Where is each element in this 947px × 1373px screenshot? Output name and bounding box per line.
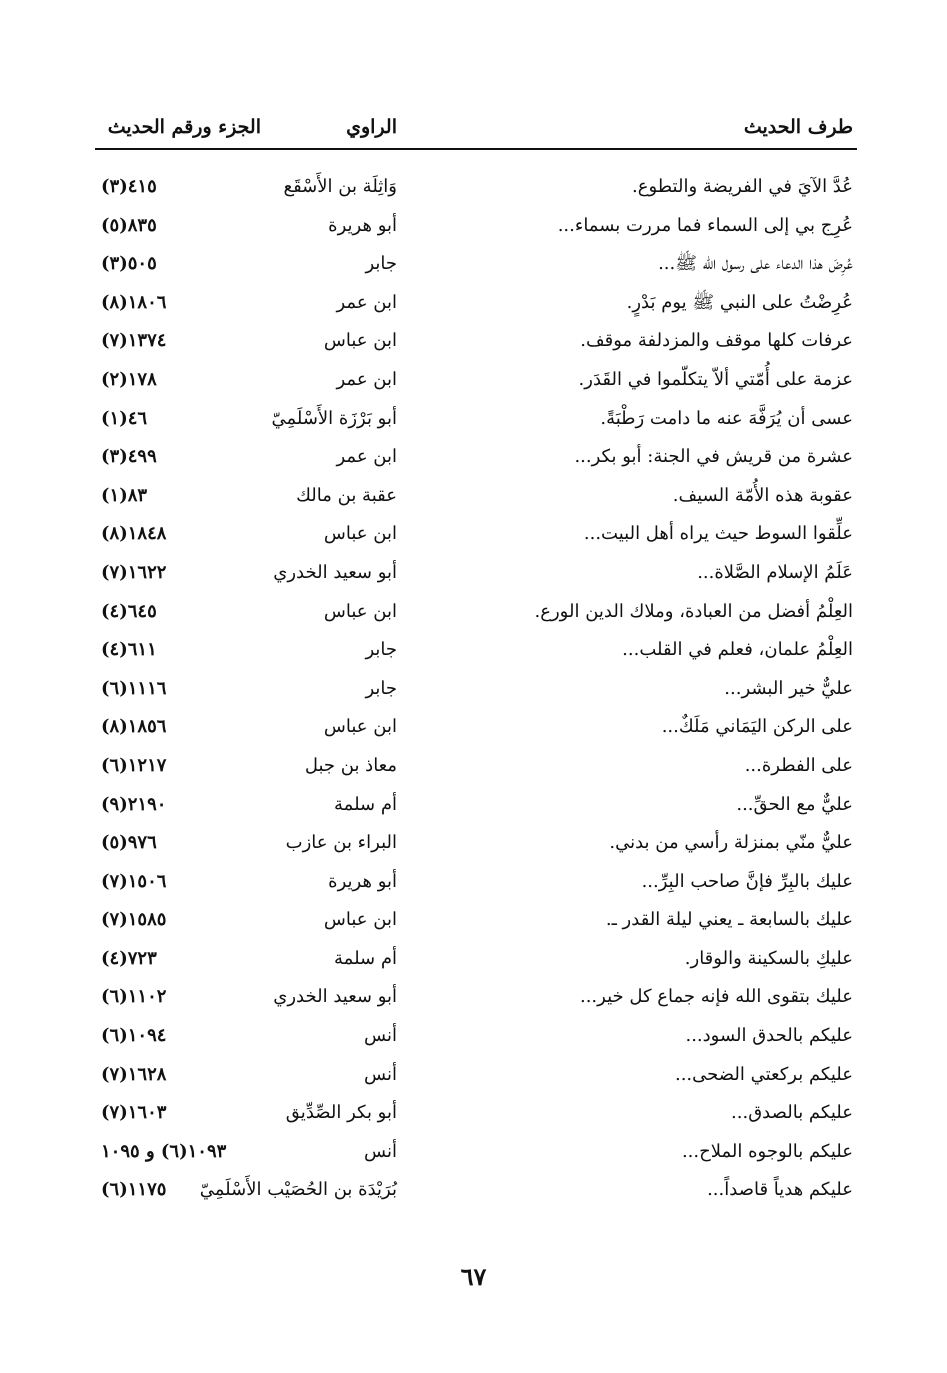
hadith-reference: ٨٣٥(٥)	[101, 214, 157, 236]
hadith-text: عليك بالسابعة ـ يعني ليلة القدر ـ.	[605, 909, 853, 931]
table-row	[95, 438, 855, 477]
hadith-reference: ١٠٩٤(٦)	[101, 1025, 167, 1047]
hadith-reference: ٤٦(١)	[101, 407, 148, 429]
narrator-name: أبو سعيد الخدري	[273, 561, 397, 583]
header-rule	[95, 148, 857, 150]
hadith-text: عُرِج بي إلى السماء فما مررت بسماء...	[557, 214, 853, 236]
hadith-reference: ١٥٠٦(٧)	[101, 870, 167, 892]
table-row	[95, 361, 855, 400]
narrator-name: أبو هريرة	[328, 214, 397, 236]
hadith-reference: ٩٧٦(٥)	[101, 832, 157, 854]
narrator-name: معاذ بن جبل	[304, 754, 397, 776]
narrator-name: ابن عمر	[336, 368, 397, 390]
hadith-text: علِّقوا السوط حيث يراه أهل البيت...	[583, 523, 853, 545]
hadith-text: عليٌّ منّي بمنزلة رأسي من بدني.	[609, 832, 853, 854]
hadith-text: عليكم بركعتي الضحى...	[674, 1063, 853, 1085]
table-row	[95, 1094, 855, 1133]
hadith-text: عشرة من قريش في الجنة: أبو بكر...	[574, 446, 853, 468]
hadith-reference: ١٨٠٦(٨)	[101, 291, 167, 313]
narrator-name: ابن عباس	[323, 909, 397, 931]
table-row	[95, 747, 855, 786]
hadith-reference: ١١٧٥(٦)	[101, 1179, 167, 1201]
hadith-reference: ١٠٩٣(٦) و ١٠٩٥	[101, 1140, 227, 1162]
hadith-reference: ٤١٥(٣)	[101, 176, 157, 197]
hadith-reference: ١٣٧٤(٧)	[101, 330, 167, 352]
narrator-name: أبو سعيد الخدري	[273, 986, 397, 1008]
hadith-text: عليٌّ مع الحقِّ...	[736, 793, 853, 815]
page-number: ٦٧	[460, 1262, 487, 1291]
table-row	[95, 940, 855, 979]
table-row	[95, 708, 855, 747]
hadith-reference: ١٨٥٦(٨)	[101, 716, 167, 738]
narrator-name: أم سلمة	[334, 947, 397, 969]
table-row	[95, 670, 855, 709]
narrator-name: أبو هريرة	[328, 870, 397, 892]
hadith-index-table	[95, 168, 855, 1210]
narrator-name: أنس	[364, 1140, 397, 1162]
hadith-text: عسى أن يُرَفَّهَ عنه ما دامت رَطْبَةً.	[600, 407, 853, 429]
hadith-text: عُدَّ الآيَ في الفريضة والتطوع.	[632, 176, 853, 197]
table-row	[95, 168, 855, 207]
table-row	[95, 207, 855, 246]
hadith-text: على الفطرة...	[744, 754, 853, 776]
narrator-name: ابن عمر	[336, 291, 397, 313]
hadith-reference: ٨٣(١)	[101, 484, 148, 506]
table-row	[95, 593, 855, 632]
hadith-reference: ١١٠٢(٦)	[101, 986, 167, 1008]
table-row	[95, 631, 855, 670]
hadith-reference: ١٦٠٣(٧)	[101, 1102, 167, 1124]
narrator-name: أنس	[364, 1063, 397, 1085]
table-row	[95, 322, 855, 361]
table-row	[95, 1017, 855, 1056]
hadith-reference: ٥٠٥(٣)	[101, 253, 157, 275]
table-row	[95, 245, 855, 284]
table-row	[95, 400, 855, 439]
table-row	[95, 863, 855, 902]
hadith-reference: ١٥٨٥(٧)	[101, 909, 167, 931]
header-reference: الجزء ورقم الحديث	[107, 116, 261, 138]
hadith-text: عليكِ بالسكينة والوقار.	[684, 947, 853, 969]
hadith-text: عليٌّ خير البشر...	[724, 677, 853, 699]
hadith-reference: ١٦٢٢(٧)	[101, 561, 167, 583]
hadith-text: عقوبة هذه الأُمّة السيف.	[672, 484, 853, 506]
hadith-text: العِلْمُ علمان، فعلم في القلب...	[622, 639, 853, 661]
narrator-name: ابن عباس	[323, 600, 397, 622]
table-row	[95, 1056, 855, 1095]
narrator-name: عقبة بن مالك	[296, 484, 397, 506]
hadith-reference: ٢١٩٠(٩)	[101, 793, 167, 815]
hadith-reference: ١٦٢٨(٧)	[101, 1063, 167, 1085]
hadith-reference: ٦٤٥(٤)	[101, 600, 157, 622]
narrator-name: أنس	[364, 1025, 397, 1047]
table-row	[95, 554, 855, 593]
header-narrator: الراوي	[346, 116, 397, 138]
hadith-reference: ١٧٨(٢)	[101, 368, 157, 390]
hadith-reference: ٤٩٩(٣)	[101, 446, 157, 468]
hadith-text: عليكم بالصدق...	[731, 1102, 853, 1124]
narrator-name: ابن عباس	[323, 523, 397, 545]
table-row	[95, 901, 855, 940]
table-row	[95, 1133, 855, 1172]
table-row	[95, 515, 855, 554]
table-header	[95, 110, 855, 150]
narrator-name: ابن عمر	[336, 446, 397, 468]
narrator-name: أبو بَرْزَة الأَسْلَمِيّ	[271, 407, 397, 429]
hadith-text: على الركن اليَمَاني مَلَكٌ...	[661, 716, 853, 738]
hadith-text: العِلْمُ أفضل من العبادة، وملاك الدين الورع.	[534, 600, 853, 622]
narrator-name: ابن عباس	[323, 716, 397, 738]
narrator-name: جابر	[365, 677, 397, 699]
table-row	[95, 1171, 855, 1210]
narrator-name: بُرَيْدَة بن الحُصَيْب الأَسْلَمِيّ	[199, 1179, 397, 1201]
hadith-text: عَلَمُ الإسلام الصَّلاة...	[697, 561, 853, 583]
narrator-name: ابن عباس	[323, 330, 397, 352]
narrator-name: جابر	[365, 253, 397, 275]
table-row	[95, 824, 855, 863]
hadith-text: عليك بتقوى الله فإنه جماع كل خير...	[579, 986, 853, 1008]
hadith-reference: ١٨٤٨(٨)	[101, 523, 167, 545]
hadith-reference: ٦١١(٤)	[101, 639, 157, 661]
hadith-text: عرفات كلها موقف والمزدلفة موقف.	[580, 330, 853, 352]
narrator-name: وَاثِلَة بن الأَسْقَع	[283, 176, 397, 197]
hadith-reference: ١١١٦(٦)	[101, 677, 167, 699]
hadith-text: عليكم بالوجوه الملاح...	[681, 1140, 853, 1162]
header-hadith: طرف الحديث	[743, 116, 853, 138]
table-row	[95, 786, 855, 825]
hadith-text: عُرِضَ هذا الدعاء على رسول الله ﷺ...	[658, 253, 853, 275]
narrator-name: أبو بكر الصِّدِّيق	[285, 1102, 397, 1124]
hadith-reference: ١٢١٧(٦)	[101, 754, 167, 776]
table-row	[95, 477, 855, 516]
narrator-name: جابر	[365, 639, 397, 661]
hadith-text: عليكم هدياً قاصداً...	[707, 1179, 853, 1201]
narrator-name: أم سلمة	[334, 793, 397, 815]
hadith-text: عليك بالبِرِّ فإنَّ صاحب البِرِّ...	[641, 870, 853, 892]
hadith-text: عزمة على أُمّتي ألاّ يتكلّموا في القَدَر.	[578, 368, 853, 390]
hadith-text: عليكم بالحدق السود...	[685, 1025, 853, 1047]
table-row	[95, 284, 855, 323]
hadith-reference: ٧٢٣(٤)	[101, 947, 157, 969]
table-row	[95, 978, 855, 1017]
hadith-text: عُرِضْتُ على النبي ﷺ يوم بَدْرٍ.	[626, 291, 853, 313]
narrator-name: البراء بن عازب	[285, 832, 397, 854]
